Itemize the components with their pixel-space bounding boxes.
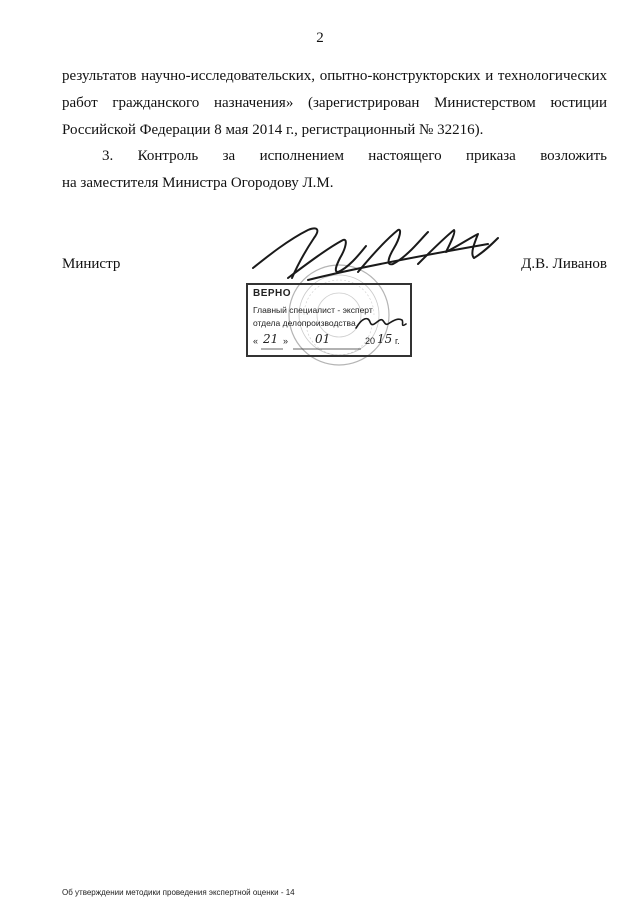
stamp-line-2: отдела делопроизводства [253, 318, 356, 328]
paragraph-2-line-2: на заместителя Министра Огородову Л.М. [62, 175, 334, 191]
paragraph-1-line-1: результатов научно-исследовательских, опытно-конструкторских и технологических [62, 68, 607, 84]
stamp-date-year-abbr: г. [395, 336, 400, 346]
paragraph-1 [62, 63, 607, 144]
document-footer: Об утверждении методики проведения экспертной оценки - 14 [62, 888, 295, 897]
stamp-date-quote-close: » [283, 336, 289, 346]
signatory-name: Д.В. Ливанов [521, 256, 607, 272]
certification-stamp [246, 283, 412, 357]
stamp-date-month: 01 [315, 332, 331, 346]
paragraph-1-line-3: Российской Федерации 8 мая 2014 г., регистрационный № 32216). [62, 122, 484, 138]
paragraph-1-line-2: работ гражданского назначения» (зарегистрирован Министерством юстиции [62, 95, 607, 111]
stamp-date-underlines [253, 348, 409, 351]
stamp-date-year-suffix: 15 [377, 332, 393, 346]
page-number: 2 [316, 30, 324, 46]
stamp-title: ВЕРНО [253, 288, 292, 299]
stamp-date-day: 21 [263, 332, 279, 346]
stamp-date-quote-open: « [253, 336, 259, 346]
stamp-line-1: Главный специалист - эксперт [253, 305, 373, 315]
stamp-date-year-prefix: 20 [365, 336, 376, 346]
stamp-handwritten-signature [354, 312, 409, 334]
paragraph-2 [62, 143, 607, 197]
signatory-position: Министр [62, 256, 121, 272]
paragraph-2-line-1: 3. Контроль за исполнением настоящего приказа возложить [102, 148, 607, 164]
